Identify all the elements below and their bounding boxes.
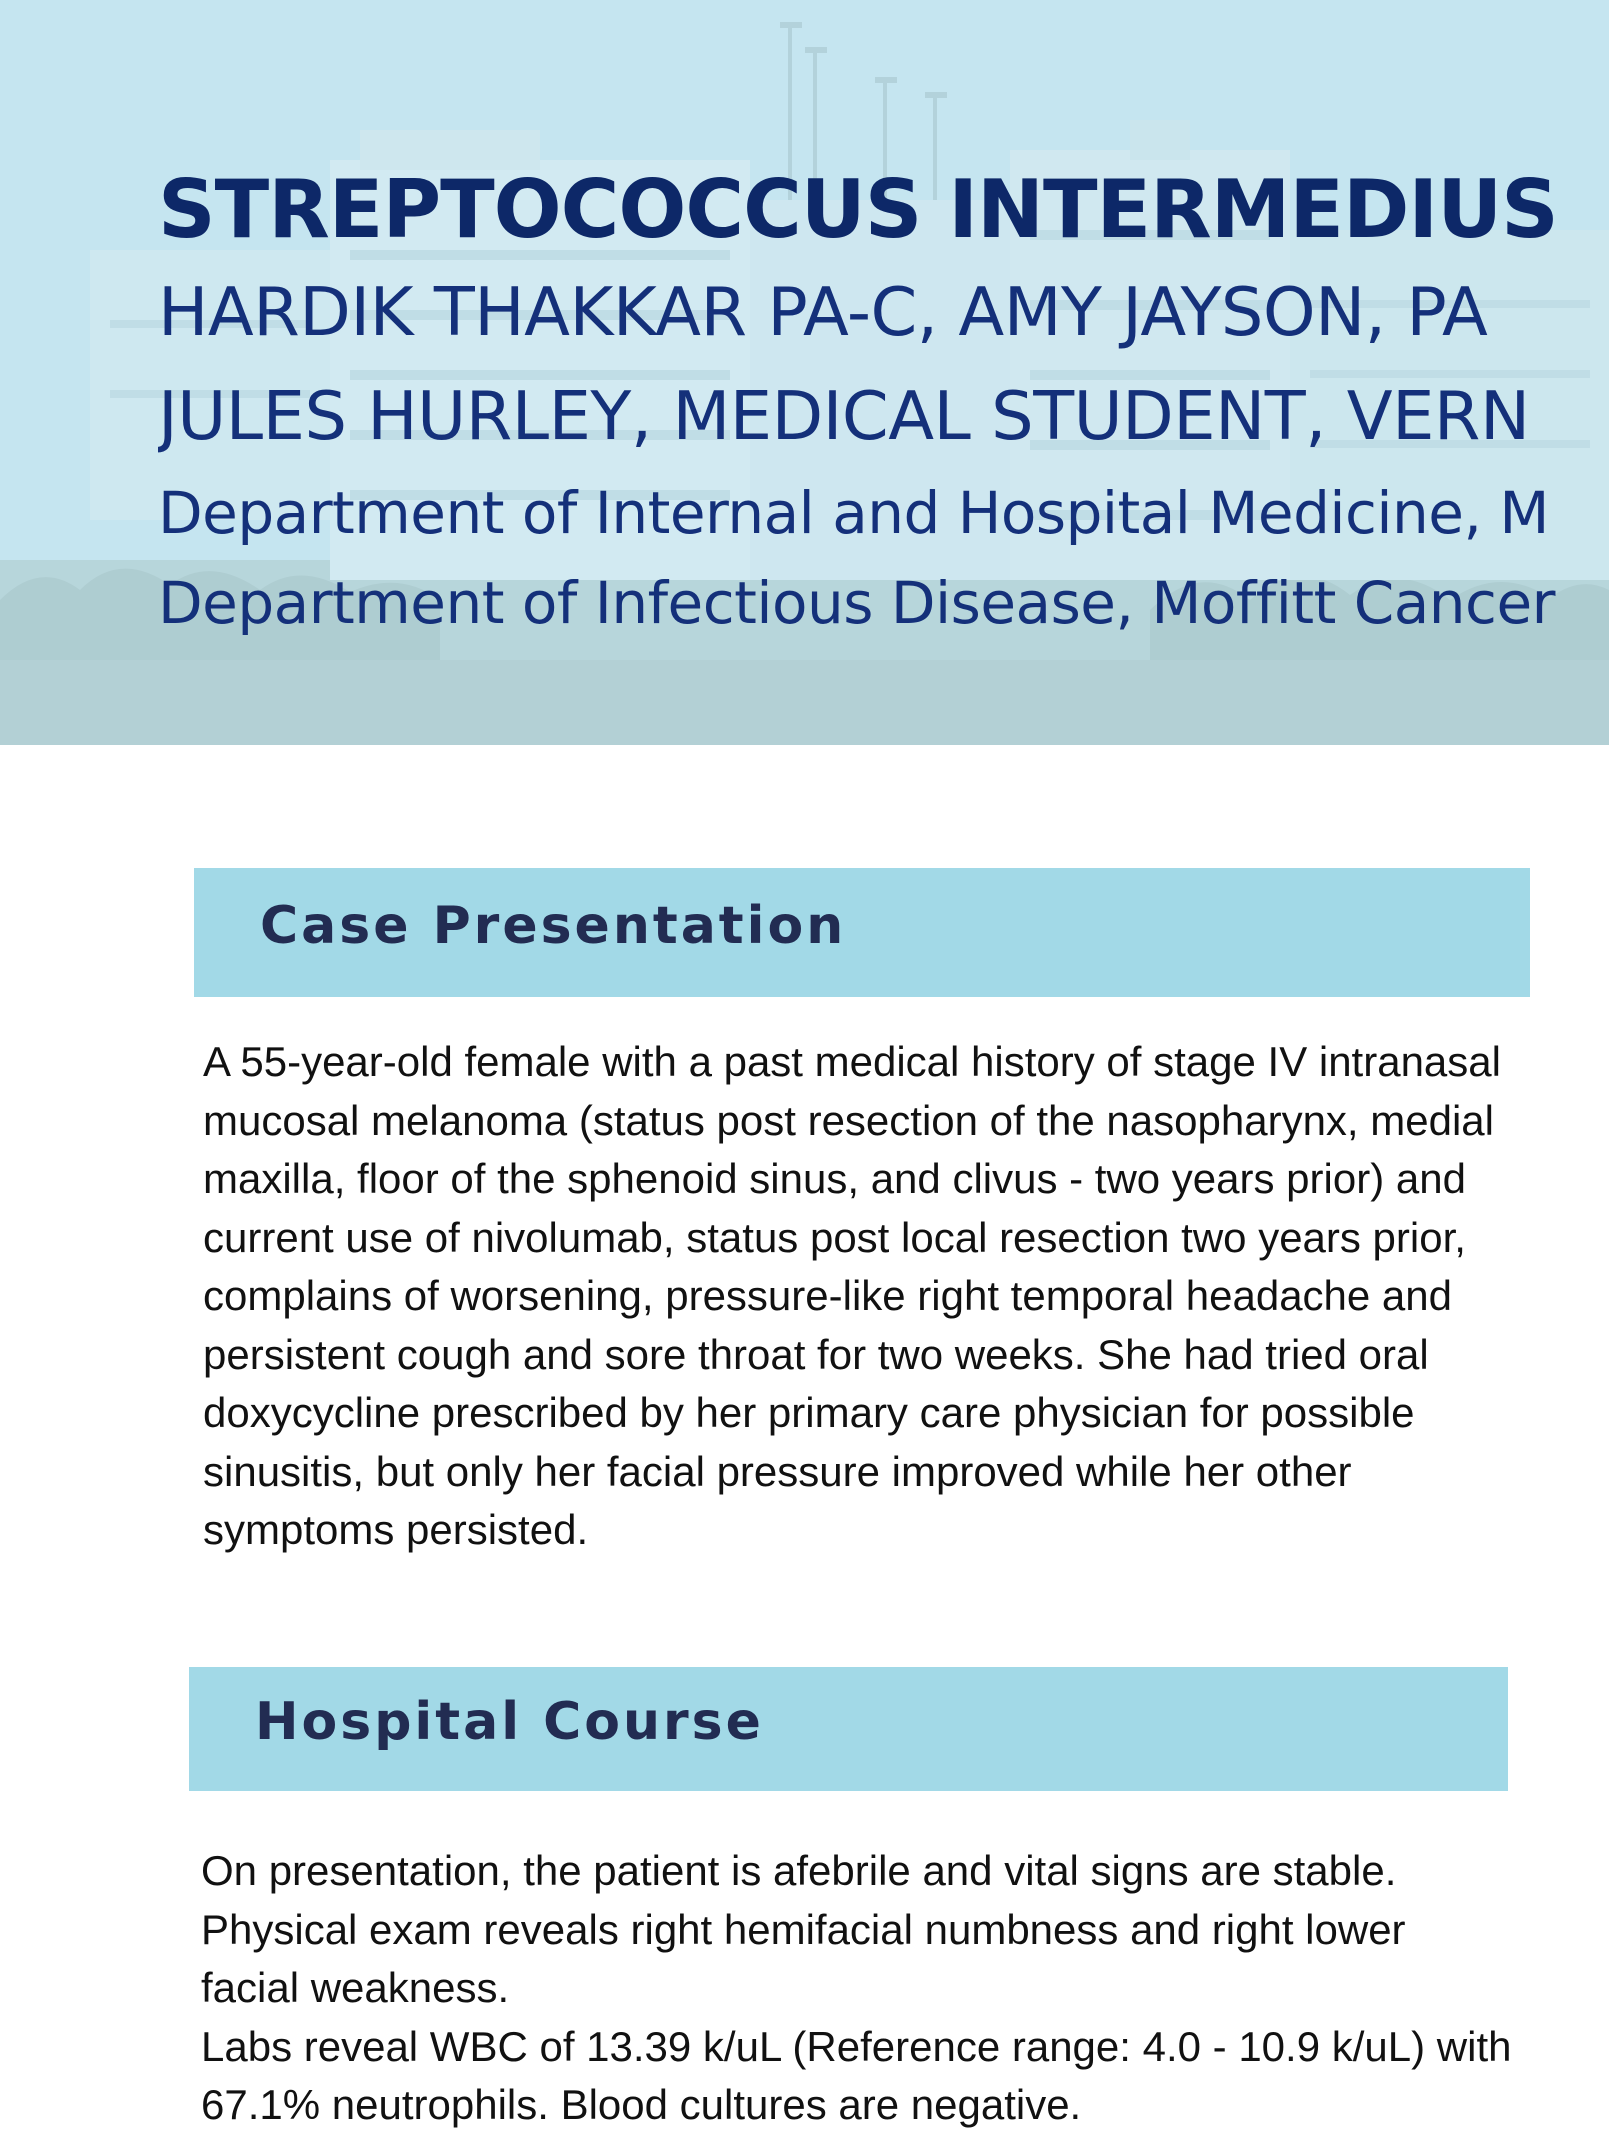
hospital-course-header [189, 1667, 1508, 1791]
case-presentation-body [203, 1033, 1603, 1560]
case-text-line: persistent cough and sore throat for two weeks. She had tried oral [203, 1330, 1429, 1378]
case-text-line: mucosal melanoma (status post resection of the nasopharynx, medial [203, 1096, 1494, 1144]
case-text-line: current use of nivolumab, status post local resection two years prior, [203, 1213, 1466, 1261]
hospital-text-line: facial weakness. [201, 1964, 510, 2011]
hospital-text-line: 67.1% neutrophils. Blood cultures are negative. [201, 2081, 1082, 2128]
case-text-line: A 55-year-old female with a past medical history of stage IV intranasal [203, 1038, 1501, 1085]
poster-title: STREPTOCOCCUS INTERMEDIUS [158, 163, 1558, 256]
case-presentation-header [194, 868, 1530, 997]
affiliation-line-1: Department of Internal and Hospital Medicine, M [158, 479, 1549, 547]
case-text-line: doxycycline prescribed by her primary care physician for possible [203, 1389, 1415, 1436]
authors-line-2: JULES HURLEY, MEDICAL STUDENT, VERN [158, 377, 1530, 455]
hospital-text-line: Physical exam reveals right hemifacial numbness and right lower [201, 1905, 1406, 1953]
case-text-line: maxilla, floor of the sphenoid sinus, and clivus - two years prior) and [203, 1155, 1466, 1202]
hospital-course-heading: Hospital Course [255, 1692, 764, 1752]
hospital-course-body [201, 1842, 1601, 2135]
case-presentation-heading: Case Presentation [260, 896, 847, 956]
hospital-text-line: Labs reveal WBC of 13.39 k/uL (Reference range: 4.0 - 10.9 k/uL) with [201, 2022, 1512, 2070]
authors-line-1: HARDIK THAKKAR PA-C, AMY JAYSON, PA [158, 273, 1488, 351]
case-text-line: complains of worsening, pressure-like right temporal headache and [203, 1272, 1453, 1319]
hospital-text-line: On presentation, the patient is afebrile and vital signs are stable. [201, 1847, 1397, 1894]
affiliation-line-2: Department of Infectious Disease, Moffitt Cancer [158, 569, 1555, 637]
header-banner [0, 0, 1609, 745]
banner-text-block [158, 160, 1609, 648]
case-text-line: sinusitis, but only her facial pressure improved while her other [203, 1447, 1352, 1495]
case-text-line: symptoms persisted. [203, 1506, 589, 1553]
